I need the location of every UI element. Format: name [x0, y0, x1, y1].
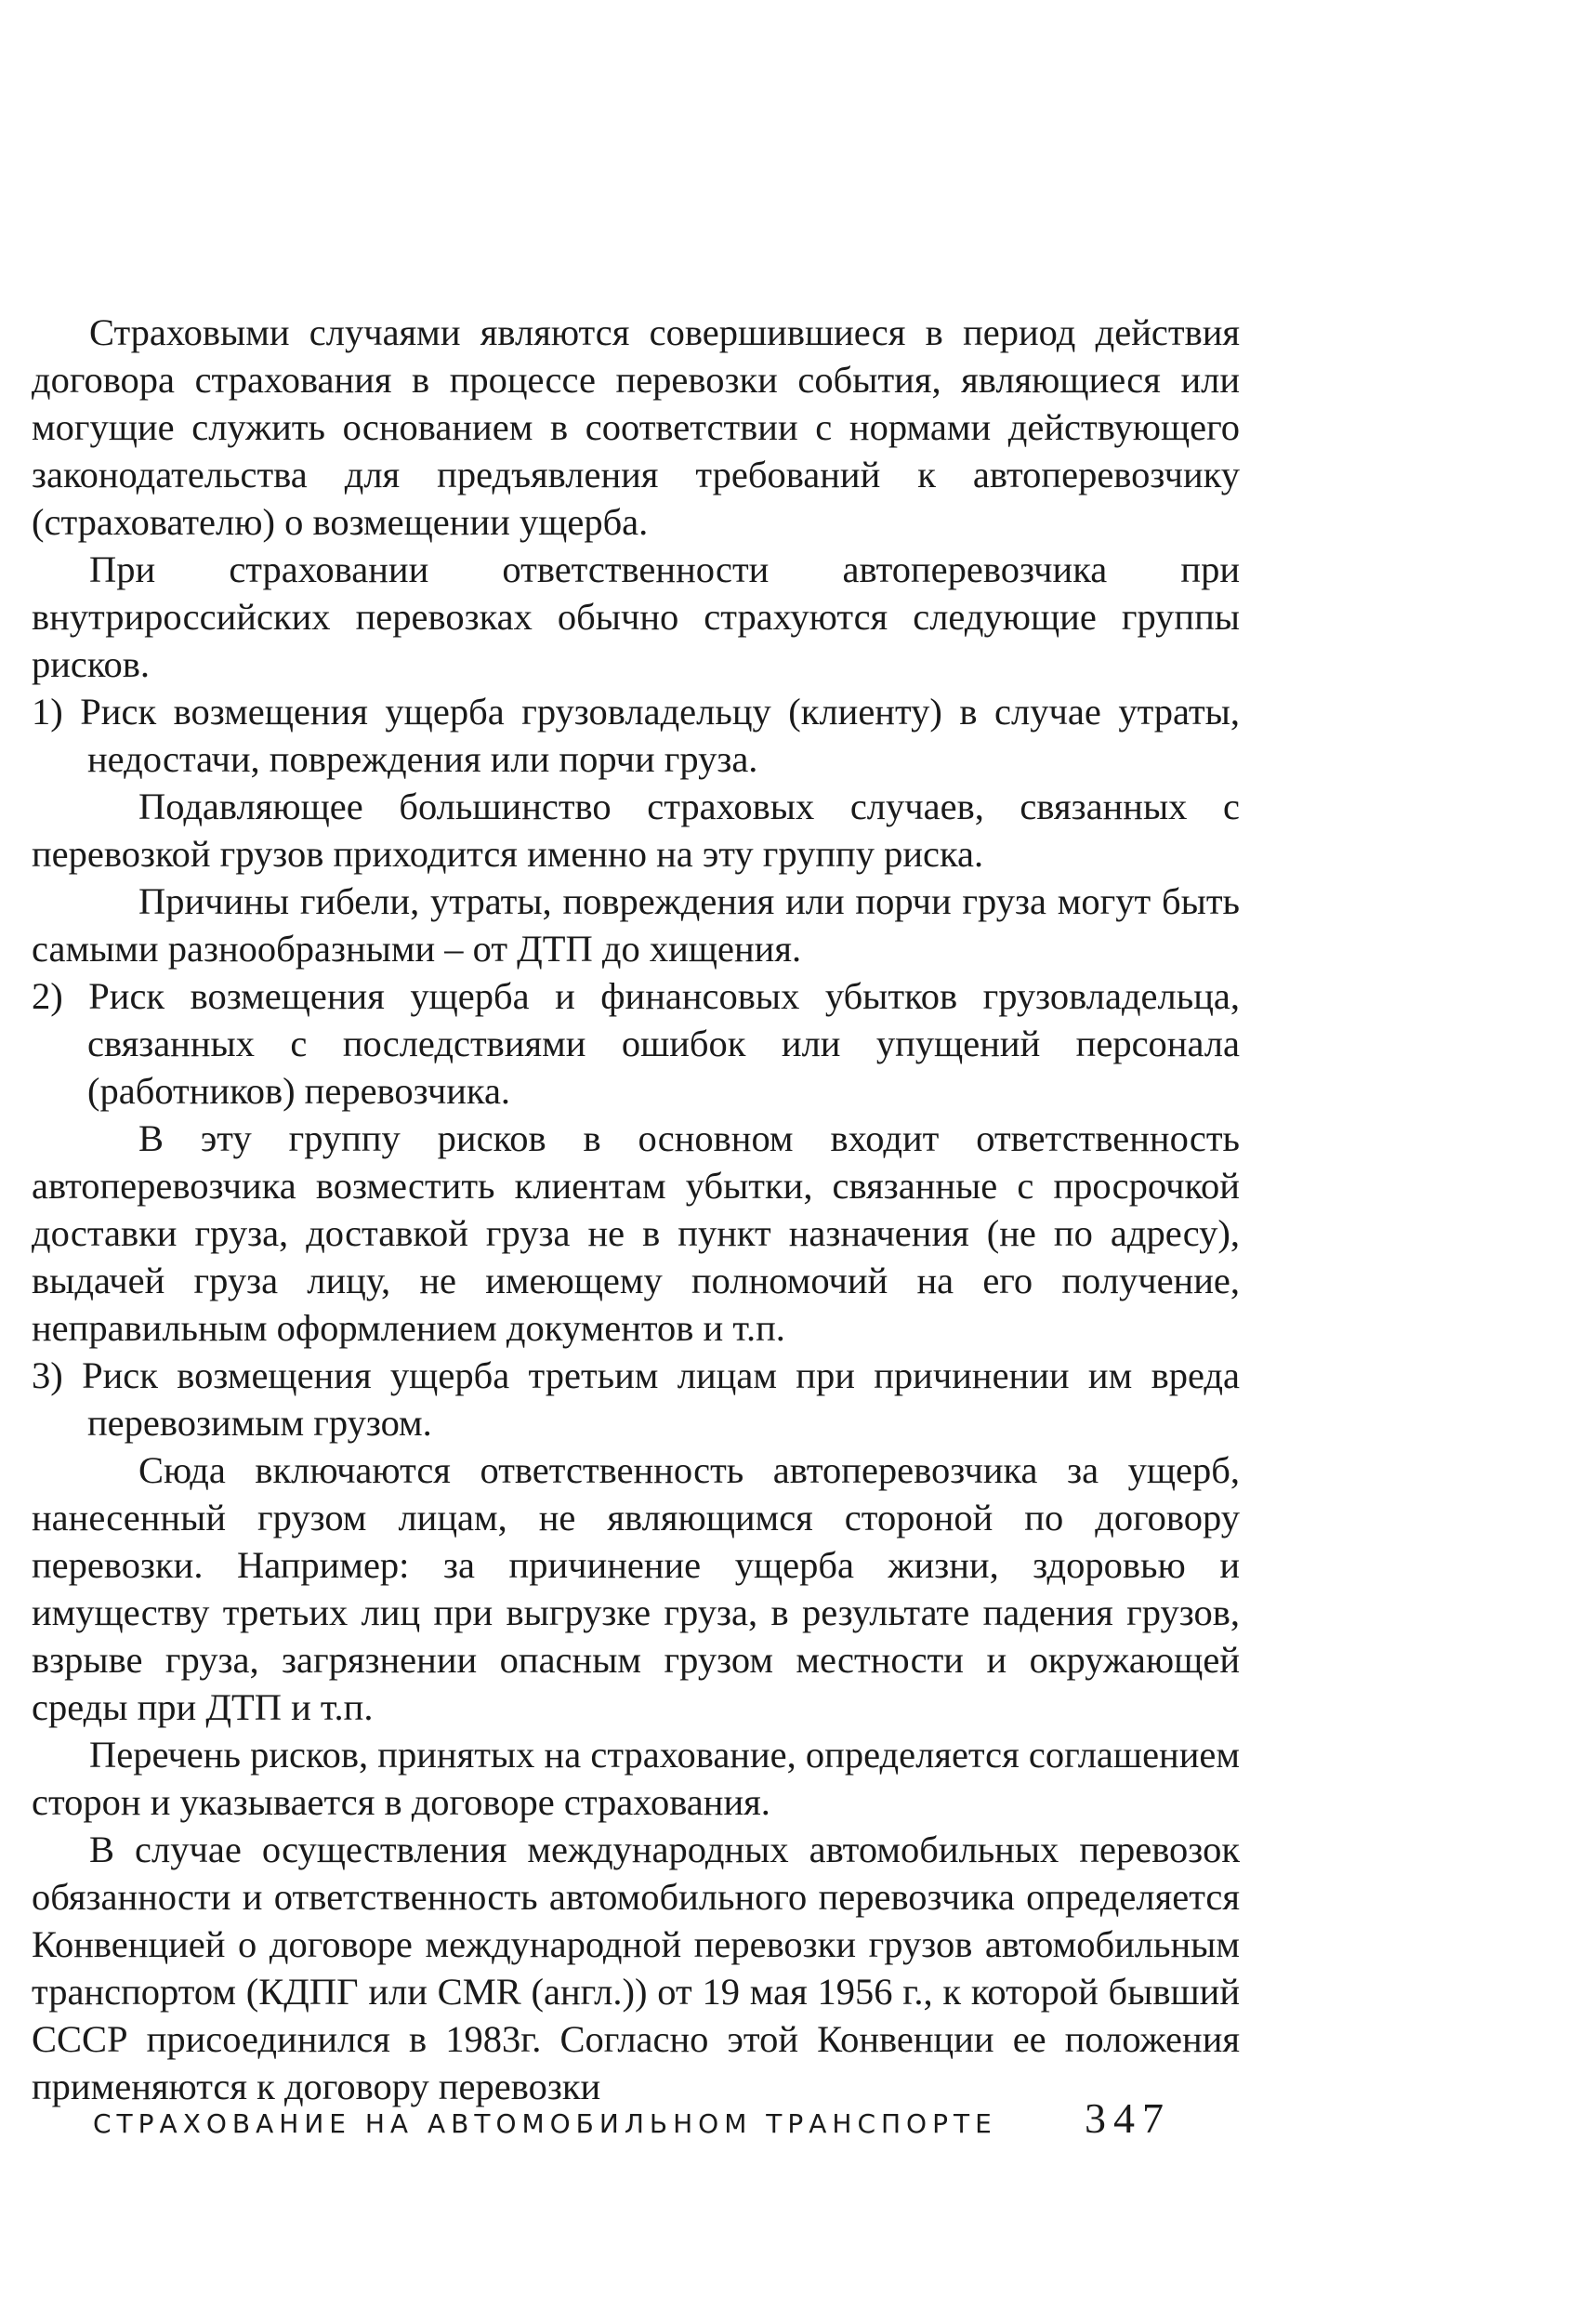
- list-item-risk-3: 3) Риск возмещения ущерба третьим лицам при причинении им вреда перевозимым грузом.: [32, 1354, 1240, 1444]
- list-item-risk-2: 2) Риск возмещения ущерба и финансовых убытков грузовладельца, связанных с последствиями ошибок или упущений персонала (работников) перевозчика.: [32, 975, 1240, 1112]
- paragraph-risk-3-details: Сюда включаются ответственность автоперевозчика за ущерб, нанесенный грузом лицам, не являющимся стороной по договору перевозки. Например: за причинение ущерба жизни, здоровью и имуществу третьих лиц при выгрузке груза, в результате падения грузов, взрыве груза, загрязнении опасным грузом местности и окружающей среды при ДТП и т.п.: [32, 1449, 1240, 1728]
- paragraph-risk-2-details: В эту группу рисков в основном входит ответственность автоперевозчика возместить клиентам убытки, связанные с просрочкой доставки груза, доставкой груза не в пункт назначения (не по адресу), выдачей груза лицу, не имеющему полномочий на его получение, неправильным оформлением документов и т.п.: [32, 1117, 1240, 1349]
- page-number: 347: [1085, 2094, 1171, 2142]
- list-item-risk-1: 1) Риск возмещения ущерба грузовладельцу (клиенту) в случае утраты, недостачи, повреждения или порчи груза.: [32, 691, 1240, 780]
- paragraph-insured-events: Страховыми случаями являются совершившиеся в период действия договора страхования в процессе перевозки события, являющиеся или могущие служить основанием в соответствии с нормами действующего законодательства для предъявления требований к автоперевозчику (страхователю) о возмещении ущерба.: [32, 311, 1240, 543]
- paragraph-risk-1-causes: Причины гибели, утраты, повреждения или порчи груза могут быть самыми разнообразными – от ДТП до хищения.: [32, 880, 1240, 970]
- running-title: СТРАХОВАНИЕ НА АВТОМОБИЛЬНОМ ТРАНСПОРТЕ: [93, 2108, 997, 2139]
- body-text: [32, 309, 1240, 2110]
- paragraph-risk-list-agreement: Перечень рисков, принятых на страхование, определяется соглашением сторон и указывается в договоре страхования.: [32, 1734, 1240, 1823]
- page-footer: [93, 2093, 1171, 2143]
- paragraph-risk-1-majority: Подавляющее большинство страховых случаев, связанных с перевозкой грузов приходится именно на эту группу риска.: [32, 786, 1240, 875]
- paragraph-risk-groups-intro: При страховании ответственности автоперевозчика при внутрироссийских перевозках обычно страхуются следующие группы рисков.: [32, 548, 1240, 685]
- paragraph-international-cmr: В случае осуществления международных автомобильных перевозок обязанности и ответственность автомобильного перевозчика определяется Конвенцией о договоре международной перевозки грузов автомобильным транспортом (КДПГ или CMR (англ.)) от 19 мая 1956 г., к которой бывший СССР присоединился в 1983г. Согласно этой Конвенции ее положения применяются к договору перевозки: [32, 1829, 1240, 2107]
